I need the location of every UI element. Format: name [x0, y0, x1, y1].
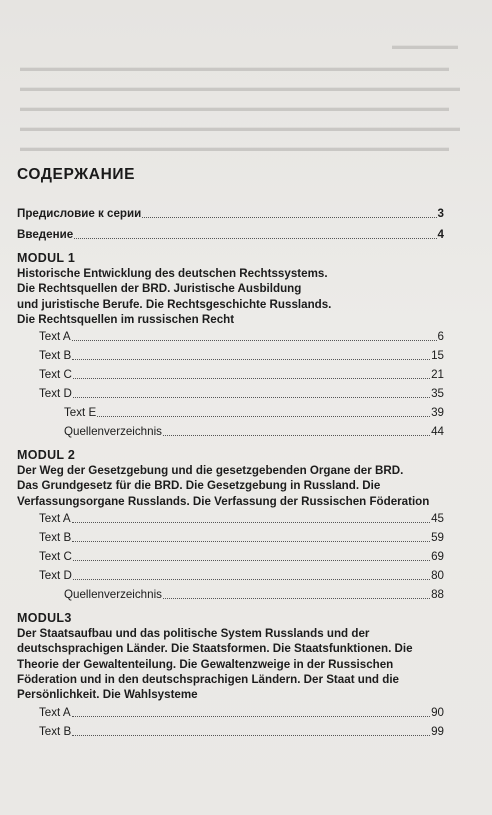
toc-entry[interactable]	[17, 724, 444, 739]
module-title-line: Föderation und in den deutschsprachigen Ländern. Der Staat und die	[17, 672, 399, 686]
leader-dots	[73, 397, 430, 398]
entry-title: Предисловие к серии	[17, 207, 142, 220]
module-2-label: MODUL 2	[17, 448, 76, 463]
toc-entry[interactable]	[17, 587, 444, 602]
leader-dots	[163, 435, 430, 436]
toc-entry[interactable]	[17, 511, 444, 526]
toc-entry[interactable]	[17, 405, 444, 420]
entry-title: Quellenverzeichnis	[64, 588, 162, 602]
module-1-title	[17, 266, 444, 327]
module-title-line: Verfassungsorgane Russlands. Die Verfassung der Russischen Föderation	[17, 494, 430, 508]
entry-page: 99	[431, 724, 444, 738]
entry-title: Text A	[39, 512, 71, 526]
entry-title: Text E	[64, 406, 97, 420]
entry-page: 35	[431, 387, 444, 401]
entry-title: Text B	[39, 349, 72, 363]
entry-title: Text B	[39, 531, 72, 545]
leader-dots	[163, 598, 430, 599]
toc-entry[interactable]	[17, 549, 444, 564]
leader-dots	[73, 378, 430, 379]
module-title-line: Die Rechtsquellen im russischen Recht	[17, 312, 235, 326]
module-1-label: MODUL 1	[17, 251, 76, 265]
toc-entry[interactable]	[17, 424, 444, 439]
toc-entry-introduction[interactable]	[17, 227, 444, 242]
leader-dots	[73, 579, 430, 580]
module-3-label: MODUL3	[17, 611, 72, 626]
leader-dots	[74, 238, 436, 239]
module-title-line: Der Staatsaufbau und das politische System Russlands und der	[17, 627, 370, 641]
toc-entry-preface[interactable]	[17, 206, 444, 221]
module-2-title	[17, 463, 444, 509]
entry-page: 88	[431, 588, 444, 602]
module-title-line: Theorie der Gewaltenteilung. Die Gewaltenzweige in der Russischen	[17, 657, 394, 671]
toc-entry[interactable]	[17, 530, 444, 545]
entry-page: 69	[431, 550, 444, 564]
entry-page: 6	[437, 330, 444, 344]
module-3-title	[17, 626, 444, 702]
module-title-line: Der Weg der Gesetzgebung und die gesetzgebenden Organe der BRD.	[17, 464, 404, 478]
entry-title: Text D	[39, 387, 72, 401]
entry-title: Text A	[39, 705, 71, 719]
entry-page: 90	[431, 705, 444, 719]
entry-title: Text A	[39, 330, 71, 344]
toc-entry[interactable]	[17, 348, 444, 363]
entry-page: 44	[431, 425, 444, 439]
table-of-contents	[17, 166, 444, 739]
module-title-line: Das Grundgesetz für die BRD. Die Gesetzgebung in Russland. Die	[17, 479, 381, 493]
entry-title: Text C	[39, 550, 72, 564]
leader-dots	[72, 716, 431, 717]
leader-dots	[72, 541, 430, 542]
module-title-line: und juristische Berufe. Die Rechtsgeschichte Russlands.	[17, 297, 332, 311]
module-title-line: deutschsprachigen Länder. Die Staatsformen. Die Staatsfunktionen. Die	[17, 642, 413, 656]
entry-page: 21	[431, 368, 444, 382]
leader-dots	[142, 217, 436, 218]
entry-page: 80	[431, 569, 444, 583]
entry-title: Text B	[39, 724, 72, 738]
toc-entry[interactable]	[17, 386, 444, 401]
leader-dots	[72, 522, 431, 523]
leader-dots	[72, 340, 437, 341]
toc-entry[interactable]	[17, 705, 444, 720]
entry-page: 3	[437, 207, 444, 220]
toc-entry[interactable]	[17, 568, 444, 583]
toc-heading: СОДЕРЖАНИЕ	[17, 166, 136, 183]
leader-dots	[72, 735, 430, 736]
entry-title: Text C	[39, 368, 72, 382]
entry-page: 59	[431, 531, 444, 545]
entry-title: Введение	[17, 228, 74, 241]
toc-entry[interactable]	[17, 367, 444, 382]
entry-page: 15	[431, 349, 444, 363]
module-title-line: Historische Entwicklung des deutschen Rechtssystems.	[17, 267, 328, 280]
entry-page: 45	[431, 512, 444, 526]
book-page: ▬▬▬▬▬▬ ▬▬▬▬▬▬▬▬▬▬▬▬▬▬▬▬▬▬▬▬▬▬▬▬▬▬▬▬▬▬▬▬▬▬▬▬▬▬▬ ▬▬▬▬▬▬▬▬▬▬▬▬▬▬▬▬▬▬▬▬▬▬▬▬▬▬▬▬▬▬▬▬▬▬▬▬▬▬▬▬ ▬▬▬▬▬▬▬▬▬▬▬▬▬▬▬▬▬▬▬▬▬▬▬▬▬▬▬▬▬▬▬▬▬▬▬▬▬▬▬ ▬▬▬▬▬▬▬▬▬▬▬▬▬▬▬▬▬▬▬▬▬▬▬▬▬▬▬▬▬▬▬▬▬▬▬▬▬▬▬▬ ▬▬▬▬▬▬▬▬▬▬▬▬▬▬▬▬▬▬▬▬▬▬▬▬▬▬▬▬▬▬▬▬▬▬▬▬▬▬▬ СОДЕРЖАНИЕ Предисловие к серии 3 Введение 4 MODUL 1 Historische Entwicklung des deutschen Rechtssystems. Die Rechtsquellen der BRD. Juristische Ausbildung und juristische Berufe. Die Rechtsgeschichte Russlands. Die Rechtsquellen im russischen Recht Text A 6 Text B 15 Text C 21 Text D 35 Text E 39 Quellenverzeichnis 44 MODUL 2 Der Weg der Gesetzgebung und die gesetzgebenden Organe der BRD. Das Grundgesetz für die BRD. Die Gesetzgebung in Russland. Die Verfassungsorgane Russlands. Die Verfassung der Russischen Föderation Text A 45 Text B 59 Text C 69 Text D 80 Quellenverzeichnis 88 MODUL3 Der Staatsaufbau und das politische System Russlands und der deutschsprachigen Länder. Die Staatsformen. Die Staatsfunktionen. Die Theorie der Gewaltenteilung. Die Gewaltenzweige in der Russischen Föderation und in den deutschsprachigen Ländern. Der Staat und die Persönlichkeit. Die Wahlsysteme Text A 90 Text B 99	[0, 0, 492, 815]
module-title-line: Persönlichkeit. Die Wahlsysteme	[17, 688, 198, 702]
leader-dots	[73, 560, 430, 561]
entry-title: Text D	[39, 569, 72, 583]
module-title-line: Die Rechtsquellen der BRD. Juristische Ausbildung	[17, 282, 302, 296]
entry-page: 4	[437, 228, 444, 241]
entry-title: Quellenverzeichnis	[64, 425, 162, 439]
leader-dots	[72, 359, 430, 360]
leader-dots	[97, 416, 430, 417]
toc-entry[interactable]	[17, 329, 444, 344]
entry-page: 39	[431, 406, 444, 420]
